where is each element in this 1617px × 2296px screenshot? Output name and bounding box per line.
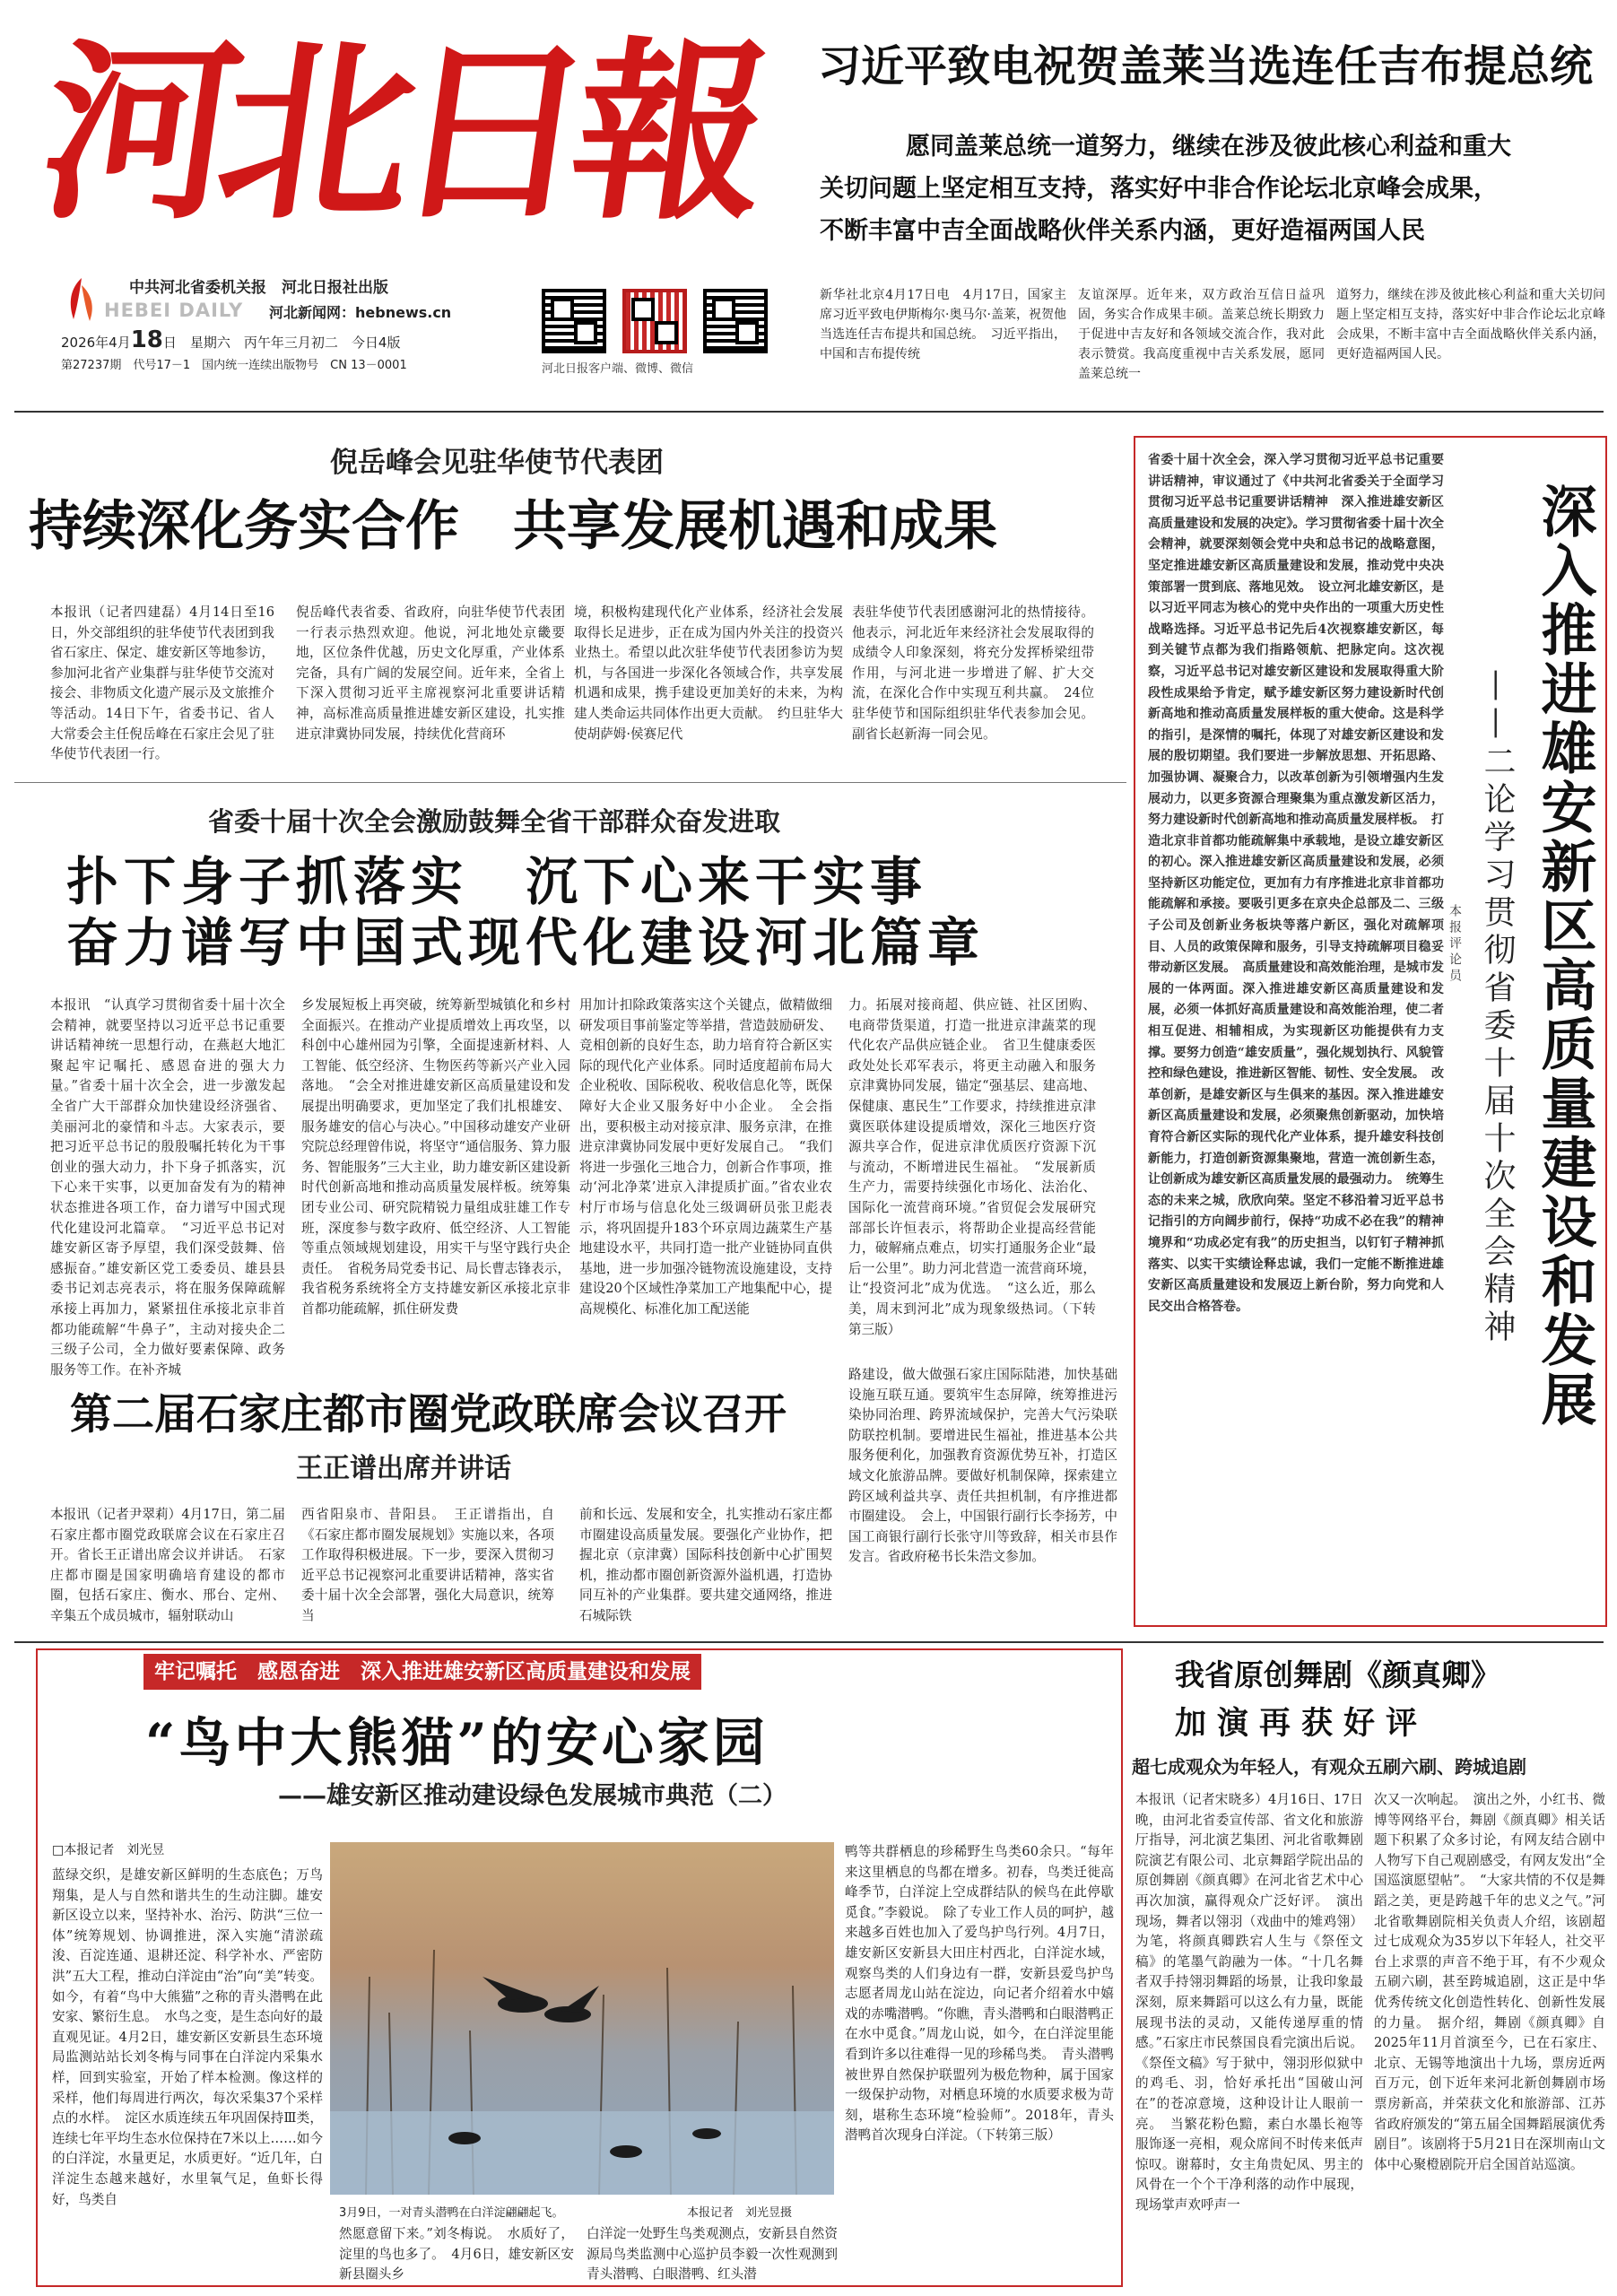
feature-byline: □本报记者 刘光昱 (52, 1843, 165, 1857)
date-line (61, 326, 400, 353)
ni-story-title[interactable]: 持续深化务实合作 共享发展机遇和成果 (29, 495, 997, 558)
qr-caption: 河北日报客户端、微博、微信 (542, 362, 694, 376)
top-story-col-2: 友谊深厚。近年来，双方政治互信日益巩固，务实合作成果丰硕。盖莱总统长期致力于促进中吉友好和各领域交流合作，我对此表示赞赏。我高度重视中吉关系发展，愿同盖莱总统一 (1078, 288, 1325, 381)
website-link[interactable]: 河北新闻网：hebnews.cn (269, 304, 452, 321)
plenum-col-3: 用加计扣除政策落实这个关键点，做精做细研发项目事前鉴定等举措，营造鼓励研发、竞相创新的良好生态，助力培育符合新区实际的现代化产业体系。同时适度超前布局大企业税收、国际税收、税收信息化等，既保障好大企业又服务好中小企业。 全会指出，要积极主动对接京津、服务京津，在推进京津冀协同发展中更好发展自己。 “我们将进一步强化三地合力，创新合作事项，推动‘河北净菜’进京入津提质扩面。”省农业农村厅市场与信息化处三级调研员张卫彪表示，将巩固提升183个环京周边蔬菜生产基地建设水平，共同打造一批产业链协同直供基地，进一步加强冷链物流设施建设，支持建设20个区域性净菜加工产地集配中心，提高规模化、标准化加工配送能 (579, 997, 832, 1317)
feature-banner: 牢记嘱托 感恩奋进 深入推进雄安新区高质量建设和发展 (143, 1654, 701, 1690)
english-name: HEBEI DAILY (104, 300, 244, 321)
logo-text: 河北日報 (29, 18, 768, 246)
opera-deck: 超七成观众为年轻人，有观众五刷六刷、跨城追剧 (1132, 1756, 1526, 1778)
plenum-kicker: 省委十届十次全会激励鼓舞全省干部群众奋发进取 (208, 806, 781, 837)
opera-col-2: 次又一次响起。 演出之外，小红书、微博等网络平台，舞剧《颜真卿》相关话题下积累了众多讨论，有网友结合剧中人物写下自己观剧感受，有网友发出“全国巡演愿望帖”。 “大家共情的不仅是舞蹈之美，更是跨越千年的忠义之气。”河北省歌舞剧院相关负责人介绍，该剧超过七成观众为35岁以下年轻人，社交平台上求票的声音不绝于耳，有不少观众五刷六刷，甚至跨城追剧，这正是中华优秀传统文化创造性转化、创新性发展的力量。 据介绍，舞剧《颜真卿》自2025年11月首演至今，已在石家庄、北京、无锡等地演出十九场，票房近两百万元，创下近年来河北新创舞剧市场票房新高，并荣获文化和旅游部、江苏省政府颁发的“第五届全国舞蹈展演优秀剧目”。该剧将于5月21日在深圳南山文体中心聚橙剧院开启全国首站巡演。 (1374, 1792, 1605, 2172)
masthead-logo (29, 16, 768, 246)
plenum-col-2: 乡发展短板上再突破，统筹新型城镇化和乡村全面振兴。在推动产业提质增效上再攻坚，以科创中心雄州园为引擎，全面提速新材料、人工智能、低空经济、生物医药等新兴产业入园落地。 “会全对推进雄安新区高质量建设和发展提出明确要求，更加坚定了我们扎根雄安、服务雄安的信心与决心。”中国移动雄安产业研究院总经理曾伟说，将坚守“通信服务、算力服务、智能服务”三大主业，助力雄安新区建设新时代创新高地和推动高质量发展样板。统筹集团专业公司、研究院精锐力量组成驻雄工作专班，深度参与数字政府、低空经济、人工智能等重点领域规划建设，用实干与坚守践行央企责任。 省税务局党委书记、局长曹志锋表示，我省税务系统将全方支持雄安新区承接北京非首都功能疏解，抓住研发费 (301, 997, 570, 1317)
opera-col-1: 本报讯（记者宋晓多）4月16日、17日晚，由河北省委宣传部、省文化和旅游厅指导，河北演艺集团、河北省歌舞剧院演艺有限公司、北京舞蹈学院出品的原创舞剧《颜真卿》在河北省艺术中心再次加演，赢得观众广泛好评。 演出现场，舞者以翎羽（戏曲中的雉鸡翎）为笔，将颜真卿跌宕人生与《祭侄文稿》的笔墨气韵融为一体。“十几名舞者双手持翎羽舞蹈的场景，让我印象最深刻，原来舞蹈可以这么有力量，既能展现书法的灵动，又能传递厚重的情感。”石家庄市民蔡国良看完演出后说。《祭侄文稿》写于狱中，翎羽形似狱中的鸡毛、羽，恰好承托出“国破山河在”的苍凉意境，这种设计让人眼前一亮。 当繁花粉色黯，素白水墨长袍等服饰逐一亮相，观众席间不时传来低声惊叹。谢幕时，女主角贵妃凤、男主的风骨在一个个干净利落的动作中展现，现场掌声欢呼声一 (1135, 1792, 1363, 2213)
sponsor-line: 中共河北省委机关报 河北日报社出版 (129, 279, 388, 297)
plenum-title-2[interactable]: 奋力谱写中国式现代化建设河北篇章 (66, 912, 986, 973)
feature-col-1-bottom: 然愿意留下来。”刘冬梅说。 水质好了，淀里的鸟也多了。 4月6日，雄安新区安新县圈头乡 (339, 2226, 574, 2283)
metro-col-1: 本报讯（记者尹翠莉）4月17日，第二届石家庄都市圈党政联席会议在石家庄召开。省长王正谱出席会议并讲话。 石家庄都市圈是国家明确培育建设的都市圈，包括石家庄、衡水、邢台、定州、辛集五个成员城市，辐射联动山 (50, 1507, 285, 1623)
feature-subtitle: ——雄安新区推动建设绿色发展城市典范（二） (278, 1782, 787, 1810)
top-story-title[interactable]: 习近平致电祝贺盖莱当选连任吉布提总统 (818, 41, 1594, 91)
top-story-subtitle-line-1: 愿同盖莱总统一道努力，继续在涉及彼此核心利益和重大 (906, 133, 1511, 161)
editorial-subtitle: ——二论学习贯彻省委十届十次全会精神 (1479, 669, 1516, 1347)
masthead-info (61, 273, 814, 373)
issue-line: 第27237期 代号17－1 国内统一连续出版物号 CN 13－0001 (61, 359, 407, 372)
date-day: 18 (130, 326, 163, 353)
editorial-box (1134, 436, 1607, 1627)
top-story-subtitle (820, 126, 1605, 252)
metro-title[interactable]: 第二届石家庄都市圈党政联席会议召开 (70, 1390, 787, 1439)
top-story-subtitle-line-2: 关切问题上坚定相互支持，落实好中非合作论坛北京峰会成果， (820, 175, 1498, 203)
feature-title[interactable]: “鸟中大熊猫”的安心家园 (145, 1712, 769, 1773)
divider-ni (14, 782, 1126, 783)
feature-col-1: 蓝绿交织，是雄安新区鲜明的生态底色；万鸟翔集，是人与自然和谐共生的生动注脚。雄安新区设立以来，坚持补水、治污、防洪“三位一体”统筹规划、协调推进，深入实施“清淤疏浚、百淀连通、退耕还淀、科学补水、严密防洪”五大工程，推动白洋淀由“治”向“美”转变。如今，有着“鸟中大熊猫”之称的青头潜鸭在此安家、繁衍生息。 水鸟之变，是生态向好的最直观见证。4月2日，雄安新区安新县生态环境局监测站站长刘冬梅与同事在白洋淀内采集水样，回到实验室，开始了样本检测。像这样的采样，他们每周进行两次，每次采集37个采样点的水样。 淀区水质连续五年巩固保持Ⅲ类，连续七年平均生态水位保持在7米以上……如今的白洋淀，水量更足，水质更好。“近几年，白洋淀生态越来越好，水里氧气足，鱼虾长得好，鸟类自 (52, 1867, 323, 2207)
date-year-month: 2026年4月 (61, 335, 131, 351)
feature-photo-caption: 3月9日，一对青头潜鸭在白洋淀翩翩起飞。 (339, 2206, 564, 2220)
hebei-daily-emblem-icon (61, 276, 102, 323)
qr-code-wechat[interactable] (703, 289, 768, 353)
feature-col-2-bottom: 白洋淀一处野生鸟类观测点，安新县自然资源局鸟类监测中心巡护员李毅一次性观测到青头潜鸭、白眼潜鸭、红头潜 (587, 2226, 838, 2283)
opera-subtitle: 加演再获好评 (1175, 1705, 1429, 1742)
metro-col-4: 路建设，做大做强石家庄国际陆港，加快基础设施互联互通。要筑牢生态屏障，统筹推进污染协同治理、跨界流域保护，完善大气污染联防联控机制。要增进民生福祉，推进基本公共服务便利化，加强教育资源优势互补，打造区域文化旅游品牌。要做好机制保障，探索建立跨区域利益共享、责任共担机制，有序推进都市圈建设。 会上，中国银行副行长李扬芳，中国工商银行副行长张守川等致辞，相关市县作发言。省政府秘书长朱浩文参加。 (848, 1367, 1117, 1565)
qr-code-weibo[interactable] (622, 289, 687, 353)
ni-story-col-4: 表驻华使节代表团感谢河北的热情接待。他表示，河北近年来经济社会发展取得的成绩令人印象深刻，将充分发挥桥梁纽带作用，与河北进一步增进了解、扩大交流，在深化合作中实现互利共赢。 24位驻华使节和国际组织驻华代表参加会见。副省长赵新海一同会见。 (852, 604, 1094, 742)
metro-col-3: 前和长远、发展和安全，扎实推动石家庄都市圈建设高质量发展。要强化产业协作，把握北京（京津冀）国际科技创新中心扩围契机，推动都市圈创新资源外溢机遇，打造协同互补的产业集群。要共建交通网络，推进石城际铁 (579, 1507, 832, 1623)
feature-photo[interactable] (330, 1842, 834, 2195)
opera-title[interactable]: 我省原创舞剧《颜真卿》 (1175, 1657, 1500, 1692)
editorial-byline: 本报评论员 (1447, 904, 1462, 985)
date-rest: 日 星期六 丙午年三月初二 今日4版 (162, 335, 401, 351)
ni-story-kicker: 倪岳峰会见驻华使节代表团 (330, 447, 664, 479)
divider-lower (14, 1641, 1604, 1643)
divider-top (14, 411, 1604, 413)
feature-photo-credit: 本报记者 刘光昱摄 (687, 2206, 793, 2220)
feature-box (36, 1648, 1123, 2287)
top-story-subtitle-line-3: 不断丰富中吉全面战略伙伴关系内涵，更好造福两国人民 (820, 217, 1425, 245)
feature-col-3: 鸭等共群栖息的珍稀野生鸟类60余只。“每年来这里栖息的鸟都在增多。初春，鸟类迁徙高峰季节，白洋淀上空成群结队的候鸟在此停歇觅食。”李毅说。 除了专业工作人员的呵护，越来越多百姓也加入了爱鸟护鸟行列。4月7日，雄安新区安新县大田庄村西北，白洋淀水域，观察鸟类的人们身边有一群，安新县爱鸟护鸟志愿者周龙山站在淀边，向记者介绍着水中嬉戏的赤嘴潜鸭。“你瞧，青头潜鸭和白眼潜鸭正在水中觅食。”周龙山说，如今，在白洋淀里能看到许多以往难得一见的珍稀鸟类。 青头潜鸭被世界自然保护联盟列为极危物种，属于国家一级保护动物，对栖息环境的水质要求极为苛刻，堪称生态环境“检验师”。2018年，青头潜鸭首次现身白洋淀。（下转第三版） (845, 1844, 1114, 2144)
ni-story-col-2: 倪岳峰代表省委、省政府，向驻华使节代表团一行表示热烈欢迎。他说，河北地处京畿要地，区位条件优越，历史文化厚重，产业体系完备，具有广阔的发展空间。近年来，全省上下深入贯彻习近平主席视察河北重要讲话精神，高标准高质量推进雄安新区建设，扎实推进京津冀协同发展，持续优化营商环 (296, 604, 565, 742)
top-story-col-3: 道努力，继续在涉及彼此核心利益和重大关切问题上坚定相互支持，落实好中非合作论坛北京峰会成果，不断丰富中吉全面战略伙伴关系内涵，更好造福两国人民。 (1336, 288, 1605, 361)
editorial-body: 省委十届十次全会，深入学习贯彻习近平总书记重要讲话精神，审议通过了《中共河北省委关于全面学习贯彻习近平总书记重要讲话精神 深入推进雄安新区高质量建设和发展的决定》。学习贯彻省委十届十次全会精神，就要深刻领会党中央和总书记的战略意图，坚定推进雄安新区高质量建设和发展，推动党中央决策部署一贯到底、落地见效。 设立河北雄安新区，是以习近平同志为核心的党中央作出的一项重大历史性战略选择。习近平总书记先后4次视察雄安新区，每到关键节点都为我们指路领航、把脉定向。这次视察，习近平总书记对雄安新区建设和发展取得重大阶段性成果给予肯定，赋予雄安新区努力建设新时代创新高地和推动高质量发展样板的重大使命。这是科学的指引，是深情的嘱托，体现了对雄安新区建设和发展的殷切期望。我们要进一步解放思想、开拓思路、加强协调、凝聚合力，以改革创新为引领增强内生发展动力，以更多资源合理聚集为重点激发新区活力，努力建设新时代创新高地和推动高质量发展样板。 打造北京非首都功能疏解集中承载地，是设立雄安新区的初心。深入推进雄安新区高质量建设和发展，必须坚持新区功能定位，更加有力有序推进北京非首都功能疏解和承接。要吸引更多在京央企总部及二、三级子公司及创新业务板块等落户新区，强化对疏解项目、人员的政策保障和服务，引导支持疏解项目稳妥带动新区发展。 高质量建设和高效能治理，是城市发展的一体两面。深入推进雄安新区高质量建设和发展，必须一体抓好高质量建设和高效能治理，使二者相互促进、相辅相成，为实现新区功能提供有力支撑。要努力创造“雄安质量”，强化规划执行、风貌管控和绿色建设，推进新区智能、韧性、安全发展。 改革创新，是雄安新区与生俱来的基因。深入推进雄安新区高质量建设和发展，必须聚焦创新驱动，加快培育符合新区实际的现代化产业体系，提升雄安科技创新能力，打造创新资源集聚地，营造一流创新生态，让创新成为雄安新区高质量发展的最强动力。 统筹生态的未来之城，欣欣向荣。坚定不移沿着习近平总书记指引的方向阔步前行，保持“功成不必在我”的精神境界和“功成必定有我”的历史担当，以钉钉子精神抓落实、以实干实绩诠释忠诚，我们一定能不断推进雄安新区高质量建设和发展迈上新台阶，努力向党和人民交出合格答卷。 (1148, 453, 1444, 1314)
metro-col-2: 西省阳泉市、昔阳县。 王正谱指出，自《石家庄都市圈发展规划》实施以来，各项工作取得积极进展。下一步，要深入贯彻习近平总书记视察河北重要讲话精神，落实省委十届十次全会部署，强化大局意识，统筹当 (301, 1507, 554, 1623)
ni-story-col-1: 本报讯（记者四建磊）4月14日至16日，外交部组织的驻华使节代表团到我省石家庄、保定、雄安新区等地参访，参加河北省产业集群与驻华使节交流对接会、非物质文化遗产展示及文旅推介等活动。14日下午，省委书记、省人大常委会主任倪岳峰在石家庄会见了驻华使节代表团一行。 (50, 604, 274, 762)
plenum-col-4: 力。拓展对接商超、供应链、社区团购、电商带货渠道，打造一批进京津蔬菜的现代化农产品供应链企业。 省卫生健康委医政处处长邓军表示，将更主动融入和服务京津冀协同发展，锚定“强基层、建高地、保健康、惠民生”工作要求，持续推进京津冀医联体建设提质增效，深化三地医疗资源共享合作，促进京津优质医疗资源下沉与流动，不断增进民生福祉。 “发展新质生产力，需要持续强化市场化、法治化、国际化一流营商环境。”省贸促会发展研究部部长许恒表示，将帮助企业提高经营能力，破解痛点难点，切实打通服务企业“最后一公里”。助力河北营造一流营商环境，让“投资河北”成为优选。 “这么近，那么美，周末到河北”成为现象级热词。（下转第三版） (848, 997, 1096, 1337)
plenum-col-1: 本报讯 “认真学习贯彻省委十届十次全会精神，就要坚持以习近平总书记重要讲话精神统一思想行动，在燕赵大地汇聚起牢记嘱托、感恩奋进的强大力量。”省委十届十次全会，进一步激发起全省广大干部群众加快建设经济强省、美丽河北的豪情和斗志。大家表示，要把习近平总书记的殷殷嘱托转化为干事创业的强大动力，扑下身子抓落实，沉下心来干实事，以更加奋发有为的精神状态推进各项工作，奋力谱写中国式现代化建设河北篇章。 “习近平总书记对雄安新区寄予厚望，我们深受鼓舞、倍感振奋。”雄安新区党工委委员、雄县县委书记刘志亮表示，将在服务保障疏解承接上再加力，紧紧扭住承接北京非首都功能疏解“牛鼻子”，主动对接央企二三级子公司，全力做好要素保障、政务服务等工作。在补齐城 (50, 997, 285, 1378)
duck-photo-illustration (330, 1842, 834, 2195)
metro-subtitle: 王正谱出席并讲话 (296, 1453, 511, 1484)
qr-code-app[interactable] (542, 289, 606, 353)
logo-calligraphy (29, 16, 768, 246)
plenum-title-1[interactable]: 扑下身子抓落实 沉下心来干实事 (66, 851, 928, 912)
ni-story-col-3: 境，积极构建现代化产业体系，经济社会发展取得长足进步，正在成为国内外关注的投资兴业热土。希望以此次驻华使节代表团参访为契机，与各国进一步深化各领域合作，共享发展机遇和成果，携手建设更加美好的未来，为构建人类命运共同体作出更大贡献。 约旦驻华大使胡萨姆·侯赛尼代 (574, 604, 843, 742)
editorial-title[interactable]: 深入推进雄安新区高质量建设和发展 (1532, 483, 1597, 1430)
top-story-col-1: 新华社北京4月17日电 4月17日，国家主席习近平致电伊斯梅尔·奥马尔·盖莱，祝贺他当选连任吉布提共和国总统。 习近平指出，中国和吉布提传统 (820, 288, 1066, 361)
